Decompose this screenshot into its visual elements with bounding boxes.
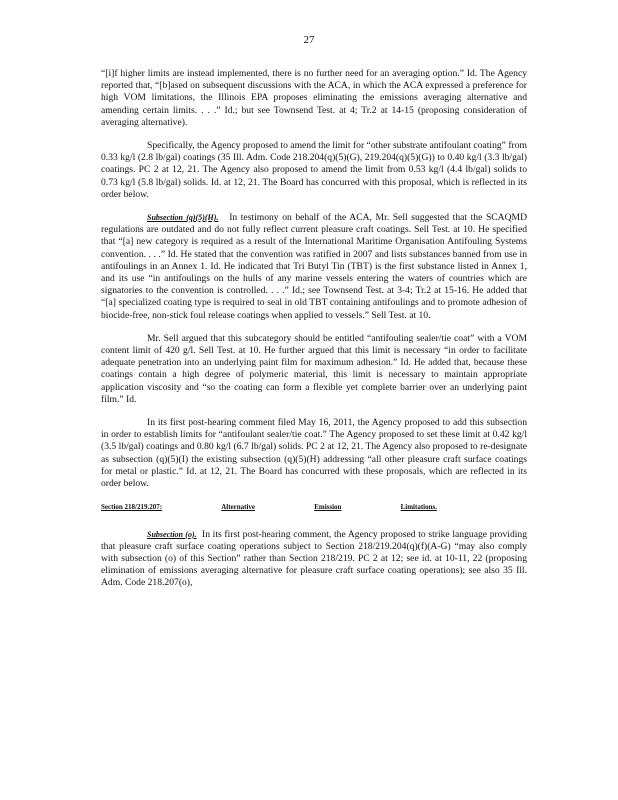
section-heading-218-219-207 <box>101 501 527 513</box>
section-number: Section 218/219.207: <box>101 503 163 512</box>
subsection-label-q5h: Subsection (q)(5)(H). <box>147 213 219 223</box>
paragraph-averaging-option: “[i]f higher limits are instead implemented, there is no further need for an averaging option.” Id. The Agency reported that, “[b]ased on subsequent discussions with the ACA, in which the ACA expressed a preference for high VOM limitations, the Illinois EPA proposes eliminating the emissions averaging alternative and amending certain limits. . . .” Id.; but see Townsend Test. at 4; Tr.2 at 14-15 (proposing consideration of averaging alternative). <box>101 68 527 128</box>
paragraph-subsection-o <box>101 529 527 590</box>
page-body <box>101 68 527 601</box>
subsection-label-o: Subsection (o). <box>147 529 197 539</box>
section-title-word-2: Emission <box>314 503 342 512</box>
section-title-word-3: Limitations. <box>400 503 437 512</box>
paragraph-post-hearing-comment: In its first post-hearing comment filed May 16, 2011, the Agency proposed to add this subsection in order to establish limits for “antifoulant sealer/tie coat.” The Agency proposed to set these limit at 0.42 kg/l (3.5 lb/gal) coatings and 0.80 kg/l (6.7 lb/gal) solids. PC 2 at 12, 21. The Agency also proposed to re-designate as subsection (q)(5)(I) the existing subsection (q)(5)(H) addressing “all other pleasure craft surface coatings for metal or plastic.” Id. at 12, 21. The Board has concurred with these proposals, which are reflected in its order below. <box>101 417 527 490</box>
page-number: 27 <box>303 34 315 46</box>
paragraph-other-substrate-limit: Specifically, the Agency proposed to amend the limit for “other substrate antifoulant coating” from 0.33 kg/l (2.8 lb/gal) coatings (35 Ill. Adm. Code 218.204(q)(5)(G), 219.204(q)(5)(G)) to 0.40 kg/l (3.3 lb/gal) coatings. PC 2 at 12, 21. The Agency also proposed to amend the limit from 0.53 kg/l (4.4 lb/gal) solids to 0.73 kg/l (5.8 lb/gal) solids. Id. at 12, 21. The Board has concurred with this proposal, which is reflected in its order below. <box>101 140 527 200</box>
paragraph-text-sell-testimony: In testimony on behalf of the ACA, Mr. Sell suggested that the SCAQMD regulations are outdated and do not fully reflect current pleasure craft coatings. Sell Test. at 10. He specified that “[a] new category is required as a result of the International Maritime Organisation Antifouling Systems convention. . . .” Id. He stated that the convention was ratified in 2007 and lists substances banned from use in antifoulings in an Annex 1. Id. He indicated that Tri Butyl Tin (TBT) is the first substance listed in Annex 1, and its use “in antifoulings on the hulls of any marine vessels entering the waters of countries which are signatories to the convention is controlled. . . .” Id.; see Townsend Test. at 3-4; Tr.2 at 15-16. He added that “[a] specialized coating type is required to seal in old TBT containing antifoulings and to promote adhesion of biocide-free, non-stick foul release coatings when applied to vessels.” Sell Test. at 10. <box>101 212 527 321</box>
paragraph-subsection-q5h <box>101 212 527 322</box>
section-title-word-1: Alternative <box>221 503 256 512</box>
paragraph-text-strike-language: In its first post-hearing comment, the Agency proposed to strike language providing that pleasure craft surface coating operations subject to Section 218/219.204(q)(f)(A-G) “may also comply with subsection (o) of this Section” rather than Section 218/219. PC 2 at 12; see id. at 10-11, 22 (proposing elimination of emissions averaging alternative for pleasure craft surface coating operations); see also 35 Ill. Adm. Code 218.207(o), <box>101 528 527 589</box>
paragraph-sealer-tie-coat: Mr. Sell argued that this subcategory should be entitled “antifouling sealer/tie coat” with a VOM content limit of 420 g/l. Sell Test. at 10. He further argued that this limit is necessary “in order to facilitate adequate penetration into an underlying paint film for maximum adhesion.” Id. He added that, because these coatings contain a high degree of polymeric material, this limit is necessary to maintain appropriate application viscosity and “so the coating can form a flexible yet complete barrier over an underlying paint film.” Id. <box>101 332 527 405</box>
